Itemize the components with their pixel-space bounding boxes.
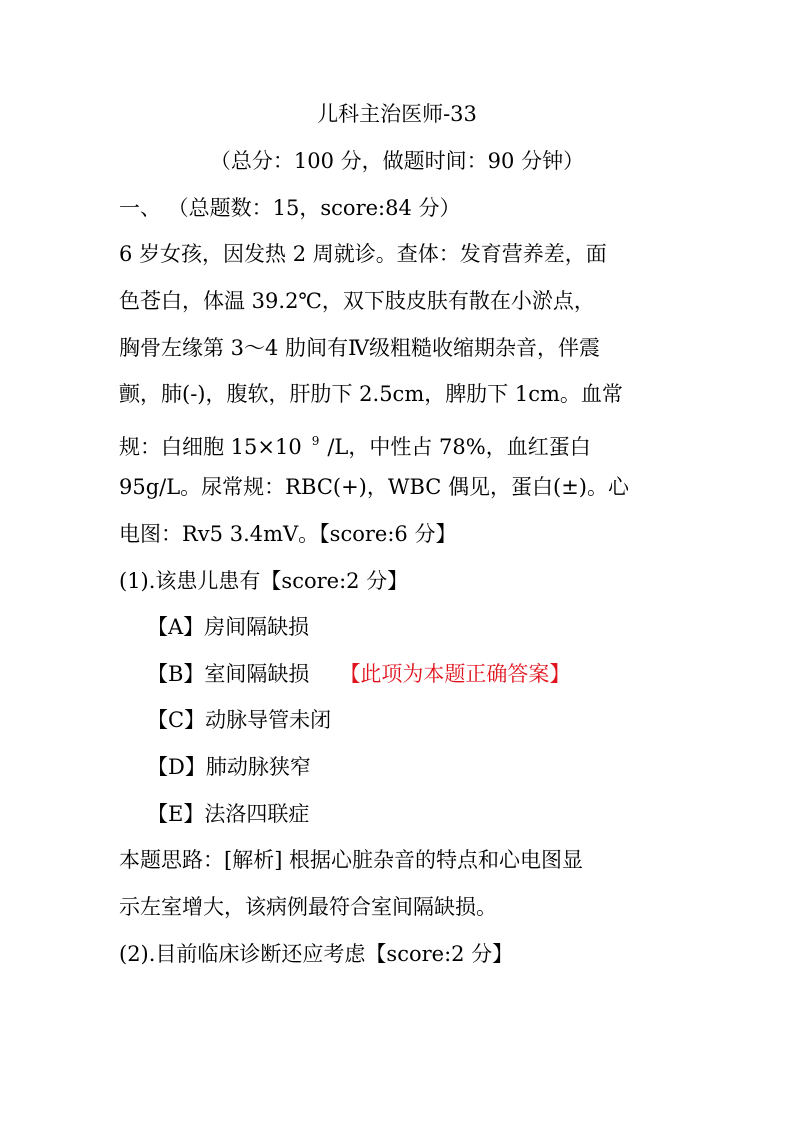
superscript-exponent: 9 bbox=[311, 434, 320, 448]
case-text-line-1: 6 岁女孩，因发热 2 周就诊。查体：发育营养差，面 bbox=[119, 242, 607, 266]
option-d: 【D】肺动脉狭窄 bbox=[147, 755, 311, 779]
document-title: 儿科主治医师-33 bbox=[317, 102, 477, 126]
question-1-stem: (1).该患儿患有【score:2 分】 bbox=[119, 569, 409, 593]
analysis-line-2: 示左室增大，该病例最符合室间隔缺损。 bbox=[119, 895, 497, 919]
case-text-line-7: 电图：Rv5 3.4mV。【score:6 分】 bbox=[119, 522, 457, 546]
case-text-line-6: 95g/L。尿常规：RBC(+)，WBC 偶见，蛋白(±)。心 bbox=[119, 475, 629, 499]
question-2-stem: (2).目前临床诊断还应考虑【score:2 分】 bbox=[119, 942, 514, 966]
option-e: 【E】法洛四联症 bbox=[147, 802, 310, 826]
section-heading: 一、 （总题数：15，score:84 分） bbox=[119, 196, 461, 220]
case-text-line-5-before: 规：白细胞 15×10 bbox=[119, 435, 302, 459]
case-text-line-4: 颤，肺(-)，腹软，肝肋下 2.5cm，脾肋下 1cm。血常 bbox=[119, 382, 623, 406]
case-text-line-5 bbox=[119, 426, 591, 462]
case-text-line-2: 色苍白，体温 39.2℃，双下肢皮肤有散在小淤点， bbox=[119, 289, 595, 313]
analysis-line-1: 本题思路：[解析] 根据心脏杂音的特点和心电图显 bbox=[119, 848, 584, 872]
correct-answer-mark: 【此项为本题正确答案】 bbox=[339, 662, 571, 686]
case-text-line-5-after: /L，中性占 78%，血红蛋白 bbox=[327, 435, 591, 459]
document-subtitle: （总分：100 分，做题时间：90 分钟） bbox=[209, 149, 585, 173]
option-a: 【A】房间隔缺损 bbox=[147, 615, 310, 639]
case-text-line-3: 胸骨左缘第 3～4 肋间有Ⅳ级粗糙收缩期杂音，伴震 bbox=[119, 336, 601, 360]
option-c: 【C】动脉导管未闭 bbox=[147, 708, 332, 732]
option-b-label: 【B】室间隔缺损 bbox=[147, 662, 310, 686]
option-b bbox=[147, 659, 570, 689]
